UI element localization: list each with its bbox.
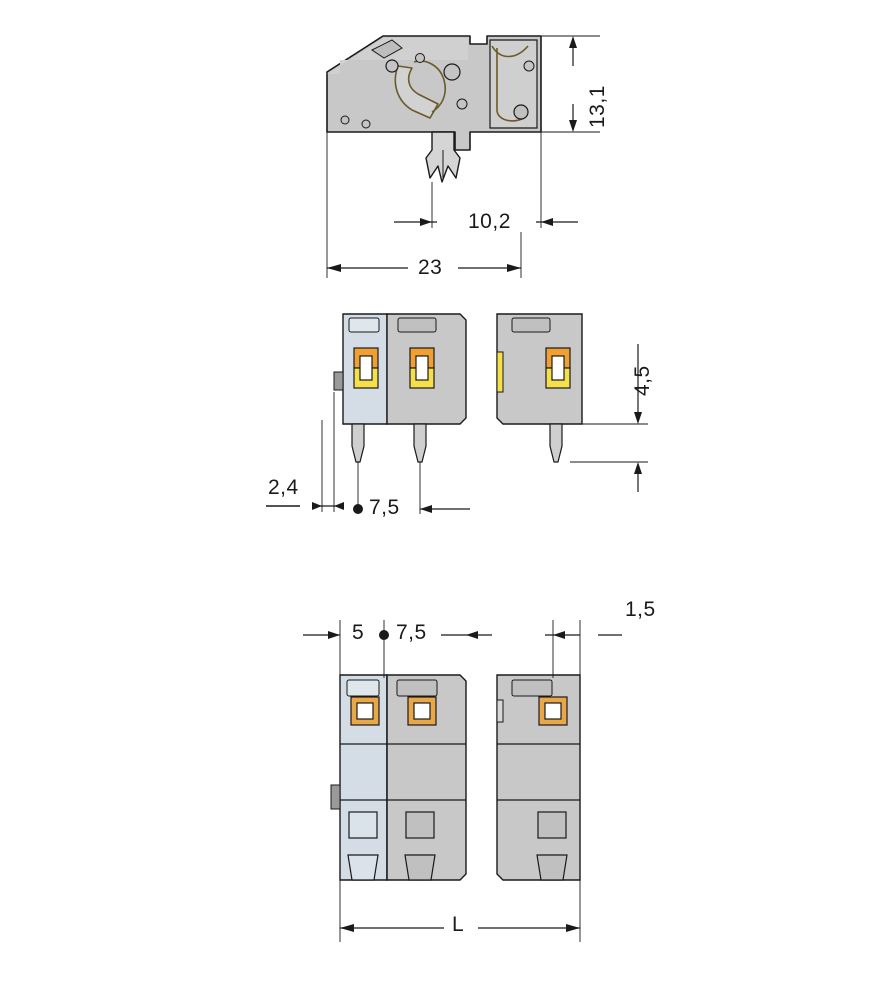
- arrow-2-4-left: [312, 502, 322, 510]
- front-bottom-clamp-1: [351, 697, 379, 725]
- front-top-pin-2: [414, 424, 426, 462]
- dim-text-L: L: [452, 913, 465, 936]
- arrow-1-5-left: [553, 631, 565, 639]
- arrow-5-left: [328, 631, 340, 639]
- dim-text-2-4: 2,4: [268, 476, 299, 499]
- clamp-square-inner-3: [545, 703, 561, 719]
- side-view-small-circle-l2: [457, 99, 467, 109]
- front-bottom-clamp-2: [408, 697, 436, 725]
- clamp-window-1: [360, 356, 372, 380]
- arrow-L-right: [566, 924, 580, 932]
- dot-7-5-origin: [353, 504, 363, 514]
- arrow-L-left: [340, 924, 354, 932]
- arrow-4-5-bottom: [634, 462, 642, 474]
- front-bottom-side-tab: [331, 785, 340, 809]
- arrow-13-1-top: [569, 36, 577, 48]
- front-top-pin-3: [550, 424, 562, 462]
- clamp-square-inner-2: [414, 703, 430, 719]
- arrow-4-5-top: [634, 412, 642, 424]
- front-bottom-recess-2: [397, 680, 437, 696]
- arrow-7-5: [420, 505, 432, 513]
- side-view-small-circle-l3: [341, 116, 349, 124]
- clamp-window-3: [552, 356, 564, 380]
- front-bottom-foot-1: [348, 855, 378, 880]
- dot-5-7-5-origin: [379, 630, 389, 640]
- front-bottom-window-3: [538, 812, 566, 838]
- front-view-bottom-group: [303, 620, 622, 942]
- dim-text-1-5: 1,5: [625, 598, 656, 621]
- arrow-2-4-right: [334, 502, 344, 510]
- dim-text-4-5: 4,5: [631, 365, 654, 396]
- arrow-10-2-right: [541, 218, 553, 226]
- front-bottom-recess-3: [512, 680, 552, 696]
- side-view-pivot-circle-right: [514, 105, 528, 119]
- front-bottom-foot-3: [537, 855, 567, 880]
- side-view-circle-center: [444, 64, 460, 80]
- dim-text-13-1: 13,1: [586, 85, 609, 128]
- front-bottom-window-1: [349, 812, 377, 838]
- front-top-clamp-1: [354, 348, 378, 388]
- side-view-pivot-circle-left: [386, 60, 398, 72]
- side-view-small-circle-l4: [362, 120, 370, 128]
- front-bottom-recess-1: [347, 680, 379, 696]
- front-top-pin-1: [352, 424, 364, 462]
- front-bottom-edge-notch: [497, 700, 503, 722]
- clamp-square-inner-1: [357, 703, 373, 719]
- dim-text-7-5: 7,5: [369, 496, 400, 519]
- arrow-7-5-b: [466, 631, 478, 639]
- front-view-top-group: [266, 314, 648, 514]
- front-top-recess-3: [512, 318, 550, 332]
- arrow-23-left: [327, 264, 341, 272]
- arrow-13-1-bottom: [569, 120, 577, 132]
- front-bottom-clamp-3: [539, 697, 567, 725]
- dim-text-7-5-b: 7,5: [396, 621, 427, 644]
- side-view-small-circle-r1: [524, 61, 534, 71]
- arrow-23-right: [507, 264, 521, 272]
- front-bottom-foot-2: [405, 855, 435, 880]
- front-top-side-tab: [334, 372, 343, 390]
- dim-text-10-2: 10,2: [468, 210, 511, 233]
- clamp-window-2: [416, 356, 428, 380]
- arrow-10-2-left: [420, 218, 432, 226]
- side-view-group: [327, 36, 600, 278]
- front-top-edge-yellow: [497, 352, 503, 392]
- side-view-small-circle-l1: [416, 54, 425, 63]
- front-top-clamp-2: [410, 348, 434, 388]
- front-top-clamp-3: [546, 348, 570, 388]
- dim-text-5: 5: [352, 621, 365, 644]
- front-bottom-window-2: [406, 812, 434, 838]
- front-top-recess-2: [398, 318, 436, 332]
- front-top-recess-1: [349, 318, 379, 332]
- dim-text-23: 23: [418, 256, 443, 279]
